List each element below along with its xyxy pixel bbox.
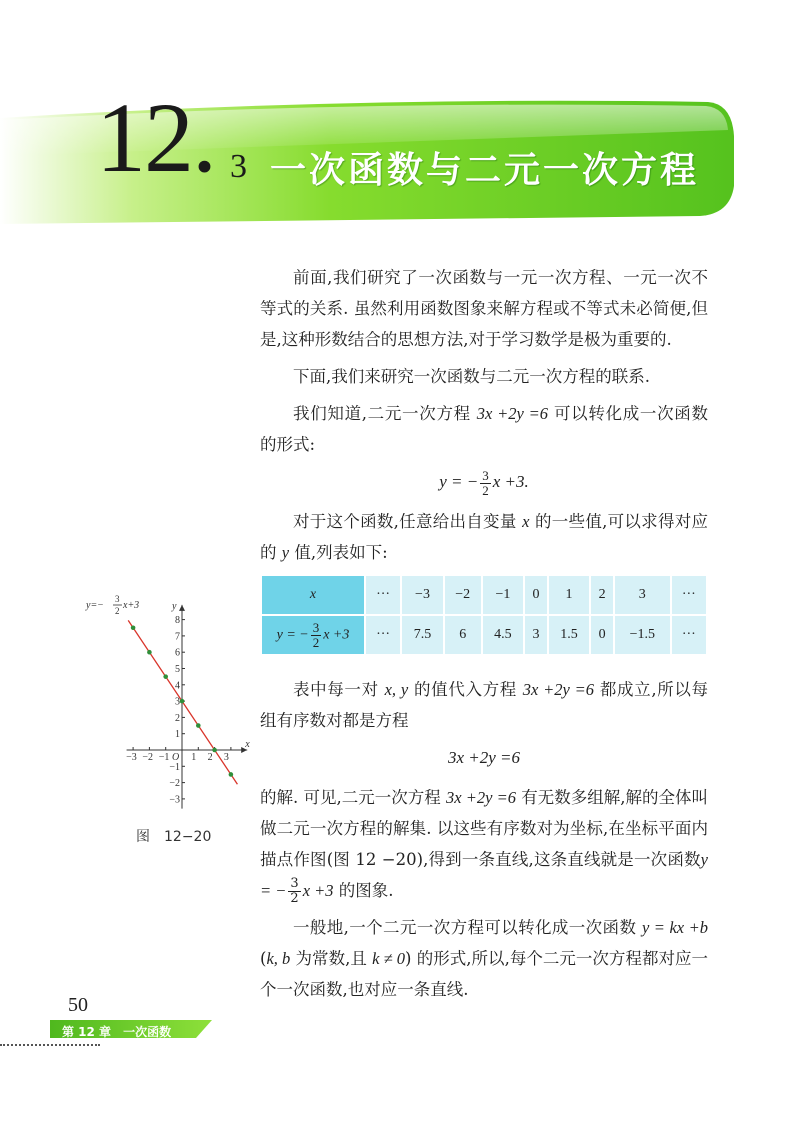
y-tick-label: 1 [175, 729, 180, 741]
graph-svg [84, 590, 254, 840]
x-axis-label: x [245, 739, 250, 750]
paragraph-convert: 我们知道,二元一次方程 3x +2y =6 可以转化成一次函数的形式: [260, 404, 708, 454]
origin-label: O [172, 752, 180, 763]
section-number-major: 12. [96, 82, 215, 193]
figure-caption: 图 12−20 [136, 829, 212, 845]
dotted-divider [0, 1044, 100, 1048]
function-equation: y = − $\frac{3}{2}$ x +3. [439, 467, 529, 498]
paragraph-table-intro: 对于这个函数,任意给出自变量 x 的一些值,可以求得对应的 y 值,列表如下: [260, 512, 708, 562]
paragraph-solution-set: 的解. 可见,二元一次方程 3x +2y =6 有无数多组解,解的全体叫做二元一次方程的解集. 以这些有序数对为坐标,在坐标平面内描点作图(图 12 −20),得到一条直线,这条直线就是一次函数y = − $\frac{3}{2}$ x +3 的图象. [260, 788, 709, 906]
y-tick-label: 6 [175, 647, 180, 659]
table-cell: 1 [548, 575, 591, 615]
inline-equation: 3x +2y =6 [476, 404, 549, 423]
y-tick-label: 3 [175, 696, 180, 708]
data-point [131, 625, 136, 630]
table-cell: −1.5 [614, 615, 671, 655]
figure-graph [84, 590, 254, 840]
x-tick-label: −3 [126, 752, 137, 763]
y-tick-label: 8 [175, 615, 180, 627]
data-point [212, 748, 217, 753]
x-tick-label: −2 [142, 752, 154, 763]
table-cell: ··· [365, 575, 401, 615]
data-point [147, 650, 152, 655]
y-tick-label: 5 [175, 664, 180, 675]
table-cell: 2 [590, 575, 614, 615]
paragraph-intro: 前面,我们研究了一次函数与一元一次方程、一元一次不等式的关系. 虽然利用函数图象来解方程或不等式未必简便,但是,这种形数结合的思想方法,对于学习数学是极为重要的. [260, 268, 708, 349]
table-cell: ··· [365, 615, 401, 655]
section-number-minor: 3 [230, 148, 247, 185]
data-point [229, 772, 234, 777]
line-label-denominator: 2 [115, 606, 120, 616]
table-cell: 6 [444, 615, 482, 655]
table-header-x: x [261, 575, 365, 615]
y-tick-label: −3 [169, 794, 180, 806]
fraction: $\frac{3}{2}$ [290, 876, 299, 906]
main-content [260, 262, 708, 1011]
chapter-label: 第 12 章 一次函数 [62, 1025, 172, 1039]
equation-display: 3x +2y =6 [447, 748, 521, 767]
y-tick-label: 2 [175, 712, 180, 724]
data-point [163, 674, 168, 679]
fraction: $\frac{3}{2}$ [312, 619, 320, 650]
x-tick-label: 2 [207, 752, 213, 763]
table-cell: ··· [671, 615, 707, 655]
table-cell: −1 [482, 575, 525, 615]
fraction: $\frac{3}{2}$ [482, 467, 489, 498]
line-label-right: x+3 [123, 600, 140, 611]
y-tick-label: −2 [169, 778, 180, 790]
table-cell: 0 [524, 575, 548, 615]
y-tick-label: 7 [175, 631, 180, 643]
table-cell: −2 [444, 575, 482, 615]
paragraph-topic: 下面,我们来研究一次函数与二元一次方程的联系. [293, 367, 650, 386]
line-label-numerator: 3 [115, 594, 120, 604]
table-row-y [261, 615, 707, 655]
x-tick-label: −1 [158, 752, 170, 763]
table-cell: ··· [671, 575, 707, 615]
x-tick-label: 1 [191, 752, 197, 763]
value-table [260, 574, 708, 656]
table-header-y: y = − $\frac{3}{2}$ x +3 [261, 615, 365, 655]
paragraph-check: 表中每一对 x, y 的值代入方程 3x +2y =6 都成立,所以每组有序数对都是方程 [260, 680, 708, 730]
data-point [196, 723, 201, 728]
paragraph-general: 一般地,一个二元一次方程可以转化成一次函数 y = kx +b (k, b 为常数,且 k ≠ 0) 的形式,所以,每个二元一次方程都对应一个一次函数,也对应一条直线. [260, 918, 708, 999]
table-cell: 7.5 [401, 615, 444, 655]
x-tick-label: 3 [223, 752, 229, 763]
table-cell: −3 [401, 575, 444, 615]
table-cell: 3 [614, 575, 671, 615]
table-row-x [261, 575, 707, 615]
y-tick-label: −1 [169, 761, 180, 773]
table-cell: 0 [590, 615, 614, 655]
table-cell: 4.5 [482, 615, 525, 655]
table-cell: 3 [524, 615, 548, 655]
y-tick-label: 4 [175, 680, 180, 692]
data-point [180, 699, 185, 704]
section-title: 一次函数与二元一次方程 [270, 150, 700, 191]
table-cell: 1.5 [548, 615, 591, 655]
y-axis-label: y [172, 600, 177, 612]
y-axis-arrow [179, 605, 185, 611]
line-label: y=− [86, 600, 104, 611]
page-number: 50 [68, 994, 88, 1016]
